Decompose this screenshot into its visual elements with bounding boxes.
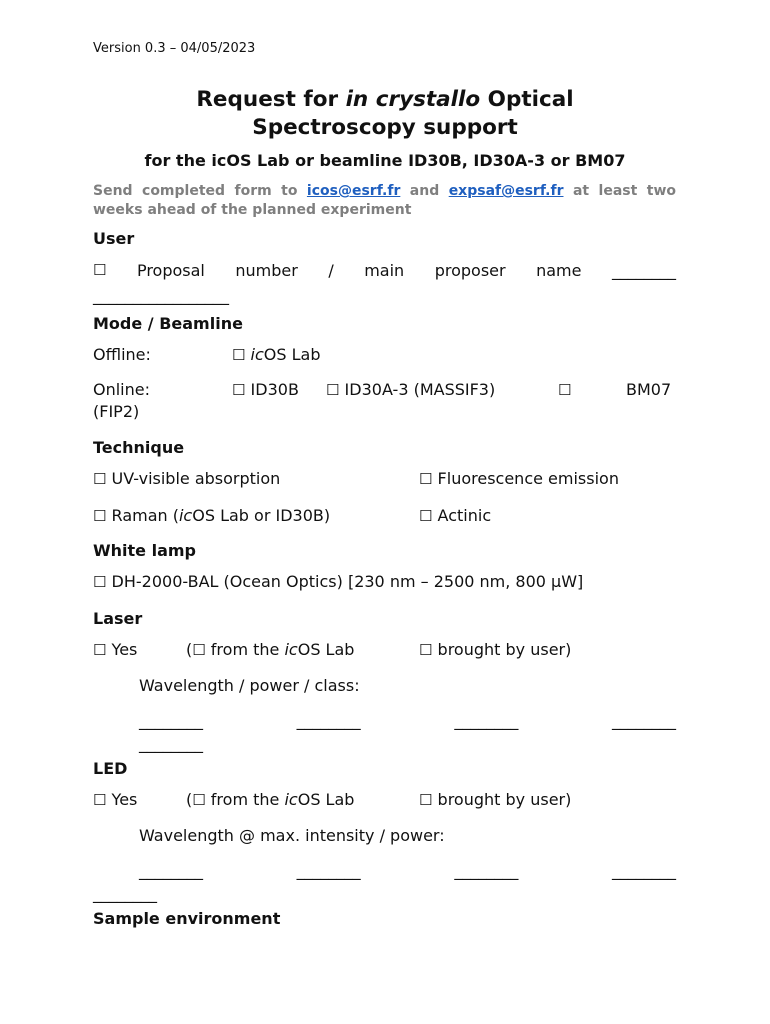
laser-yes-label: Yes bbox=[111, 640, 138, 659]
from-label: from the bbox=[210, 790, 285, 809]
page-title bbox=[0, 86, 770, 142]
proposal-word: number bbox=[235, 261, 298, 280]
led-yes-label: Yes bbox=[111, 790, 138, 809]
checkbox[interactable]: ☐ bbox=[93, 470, 107, 488]
subtitle: for the icOS Lab or beamline ID30B, ID30A-3 or BM07 bbox=[144, 151, 626, 170]
version-label: Version 0.3 – 04/05/2023 bbox=[93, 41, 256, 56]
email-link-icos[interactable]: icos@esrf.fr bbox=[306, 183, 401, 199]
fluo-label: Fluorescence emission bbox=[437, 469, 619, 488]
from-italic: ic bbox=[284, 640, 298, 659]
submission-note bbox=[93, 182, 676, 220]
note-text: Send completed form to bbox=[93, 183, 298, 199]
checkbox[interactable]: ☐ bbox=[232, 346, 246, 364]
proposal-word: main bbox=[364, 261, 405, 280]
checkbox[interactable]: ☐ bbox=[192, 641, 206, 659]
checkbox[interactable]: ☐ bbox=[419, 507, 433, 525]
option-fluorescence[interactable] bbox=[419, 469, 619, 488]
proposal-word: Proposal bbox=[136, 261, 205, 280]
paren: ( bbox=[186, 790, 193, 809]
title-part: Request for bbox=[196, 87, 346, 112]
id30b-label: ID30B bbox=[250, 380, 299, 399]
led-blank-row bbox=[139, 861, 676, 880]
note-text: at least two weeks ahead of the planned experiment bbox=[93, 183, 676, 218]
option-laser-yes[interactable] bbox=[93, 640, 137, 659]
checkbox[interactable]: ☐ bbox=[419, 470, 433, 488]
uv-label: UV-visible absorption bbox=[111, 469, 281, 488]
offline-label: Offline: bbox=[93, 345, 151, 364]
option-laser-user[interactable] bbox=[419, 640, 571, 659]
laser-blank-row bbox=[139, 711, 676, 730]
section-heading-user: User bbox=[93, 229, 135, 248]
blank-field[interactable]: ________ bbox=[454, 861, 519, 880]
proposal-checkbox[interactable]: ☐ bbox=[93, 261, 107, 279]
checkbox-bm07[interactable] bbox=[558, 380, 571, 399]
section-heading-laser: Laser bbox=[93, 609, 143, 628]
from-label: OS Lab bbox=[297, 790, 355, 809]
option-white-lamp[interactable] bbox=[93, 572, 583, 591]
section-heading-sample: Sample environment bbox=[93, 909, 281, 928]
checkbox[interactable]: ☐ bbox=[326, 381, 340, 399]
laser-param-label: Wavelength / power / class: bbox=[139, 676, 360, 695]
from-label: from the bbox=[210, 640, 285, 659]
id30a3-label: ID30A-3 (MASSIF3) bbox=[344, 380, 496, 399]
title-part: Optical bbox=[480, 87, 574, 112]
blank-field[interactable]: ________ bbox=[454, 711, 519, 730]
checkbox[interactable]: ☐ bbox=[419, 641, 433, 659]
raman-label: OS Lab or ID30B) bbox=[192, 506, 331, 525]
blank-field[interactable]: ________ bbox=[139, 861, 203, 880]
blank-field[interactable]: ________ bbox=[296, 861, 361, 880]
option-led-icos[interactable] bbox=[186, 790, 354, 809]
proposal-word: / bbox=[328, 261, 334, 280]
option-icos-lab[interactable] bbox=[232, 345, 321, 364]
title-line2: Spectroscopy support bbox=[252, 115, 518, 140]
title-italic: in crystallo bbox=[345, 87, 481, 112]
from-italic: ic bbox=[284, 790, 298, 809]
option-id30b[interactable] bbox=[232, 380, 299, 399]
brought-label: brought by user) bbox=[437, 790, 572, 809]
email-link-expsaf[interactable]: expsaf@esrf.fr bbox=[448, 183, 564, 199]
online-label: Online: bbox=[93, 380, 150, 399]
section-heading-technique: Technique bbox=[93, 438, 185, 457]
option-uv-visible[interactable] bbox=[93, 469, 280, 488]
icos-italic: ic bbox=[250, 345, 264, 364]
from-label: OS Lab bbox=[297, 640, 355, 659]
brought-label: brought by user) bbox=[437, 640, 572, 659]
option-led-yes[interactable] bbox=[93, 790, 137, 809]
blank-field[interactable]: ________ bbox=[296, 711, 361, 730]
blank-field[interactable]: ________ bbox=[611, 711, 676, 730]
section-heading-white-lamp: White lamp bbox=[93, 541, 196, 560]
raman-italic: ic bbox=[178, 506, 193, 525]
checkbox[interactable]: ☐ bbox=[93, 641, 107, 659]
actinic-label: Actinic bbox=[437, 506, 492, 525]
bm07-label: BM07 bbox=[626, 380, 672, 399]
option-led-user[interactable] bbox=[419, 790, 571, 809]
proposal-word: proposer bbox=[434, 261, 506, 280]
white-lamp-label: DH-2000-BAL (Ocean Optics) [230 nm – 2500 nm, 800 µW] bbox=[111, 572, 584, 591]
option-laser-icos[interactable] bbox=[186, 640, 354, 659]
icos-rest: OS Lab bbox=[263, 345, 321, 364]
led-param-label: Wavelength @ max. intensity / power: bbox=[139, 826, 445, 845]
checkbox[interactable]: ☐ bbox=[232, 381, 246, 399]
proposal-row bbox=[93, 261, 676, 280]
fip2-label: (FIP2) bbox=[93, 402, 140, 421]
raman-label: Raman ( bbox=[111, 506, 179, 525]
checkbox[interactable]: ☐ bbox=[93, 573, 107, 591]
checkbox[interactable]: ☐ bbox=[192, 791, 206, 809]
blank-field[interactable]: ________ bbox=[611, 861, 676, 880]
option-id30a3[interactable] bbox=[326, 380, 495, 399]
paren: ( bbox=[186, 640, 193, 659]
checkbox[interactable]: ☐ bbox=[93, 507, 107, 525]
option-raman[interactable] bbox=[93, 506, 330, 525]
checkbox[interactable]: ☐ bbox=[93, 791, 107, 809]
blank-field[interactable]: ________ bbox=[139, 734, 203, 753]
note-text: and bbox=[409, 183, 440, 199]
checkbox[interactable]: ☐ bbox=[558, 381, 572, 399]
proposal-word: name bbox=[536, 261, 582, 280]
proposal-blank-continued[interactable]: _________________ bbox=[93, 286, 229, 305]
blank-field[interactable]: ________ bbox=[93, 884, 157, 903]
section-heading-mode: Mode / Beamline bbox=[93, 314, 243, 333]
checkbox[interactable]: ☐ bbox=[419, 791, 433, 809]
blank-field[interactable]: ________ bbox=[139, 711, 203, 730]
option-actinic[interactable] bbox=[419, 506, 491, 525]
proposal-blank[interactable]: ________ bbox=[611, 261, 676, 280]
section-heading-led: LED bbox=[93, 759, 128, 778]
